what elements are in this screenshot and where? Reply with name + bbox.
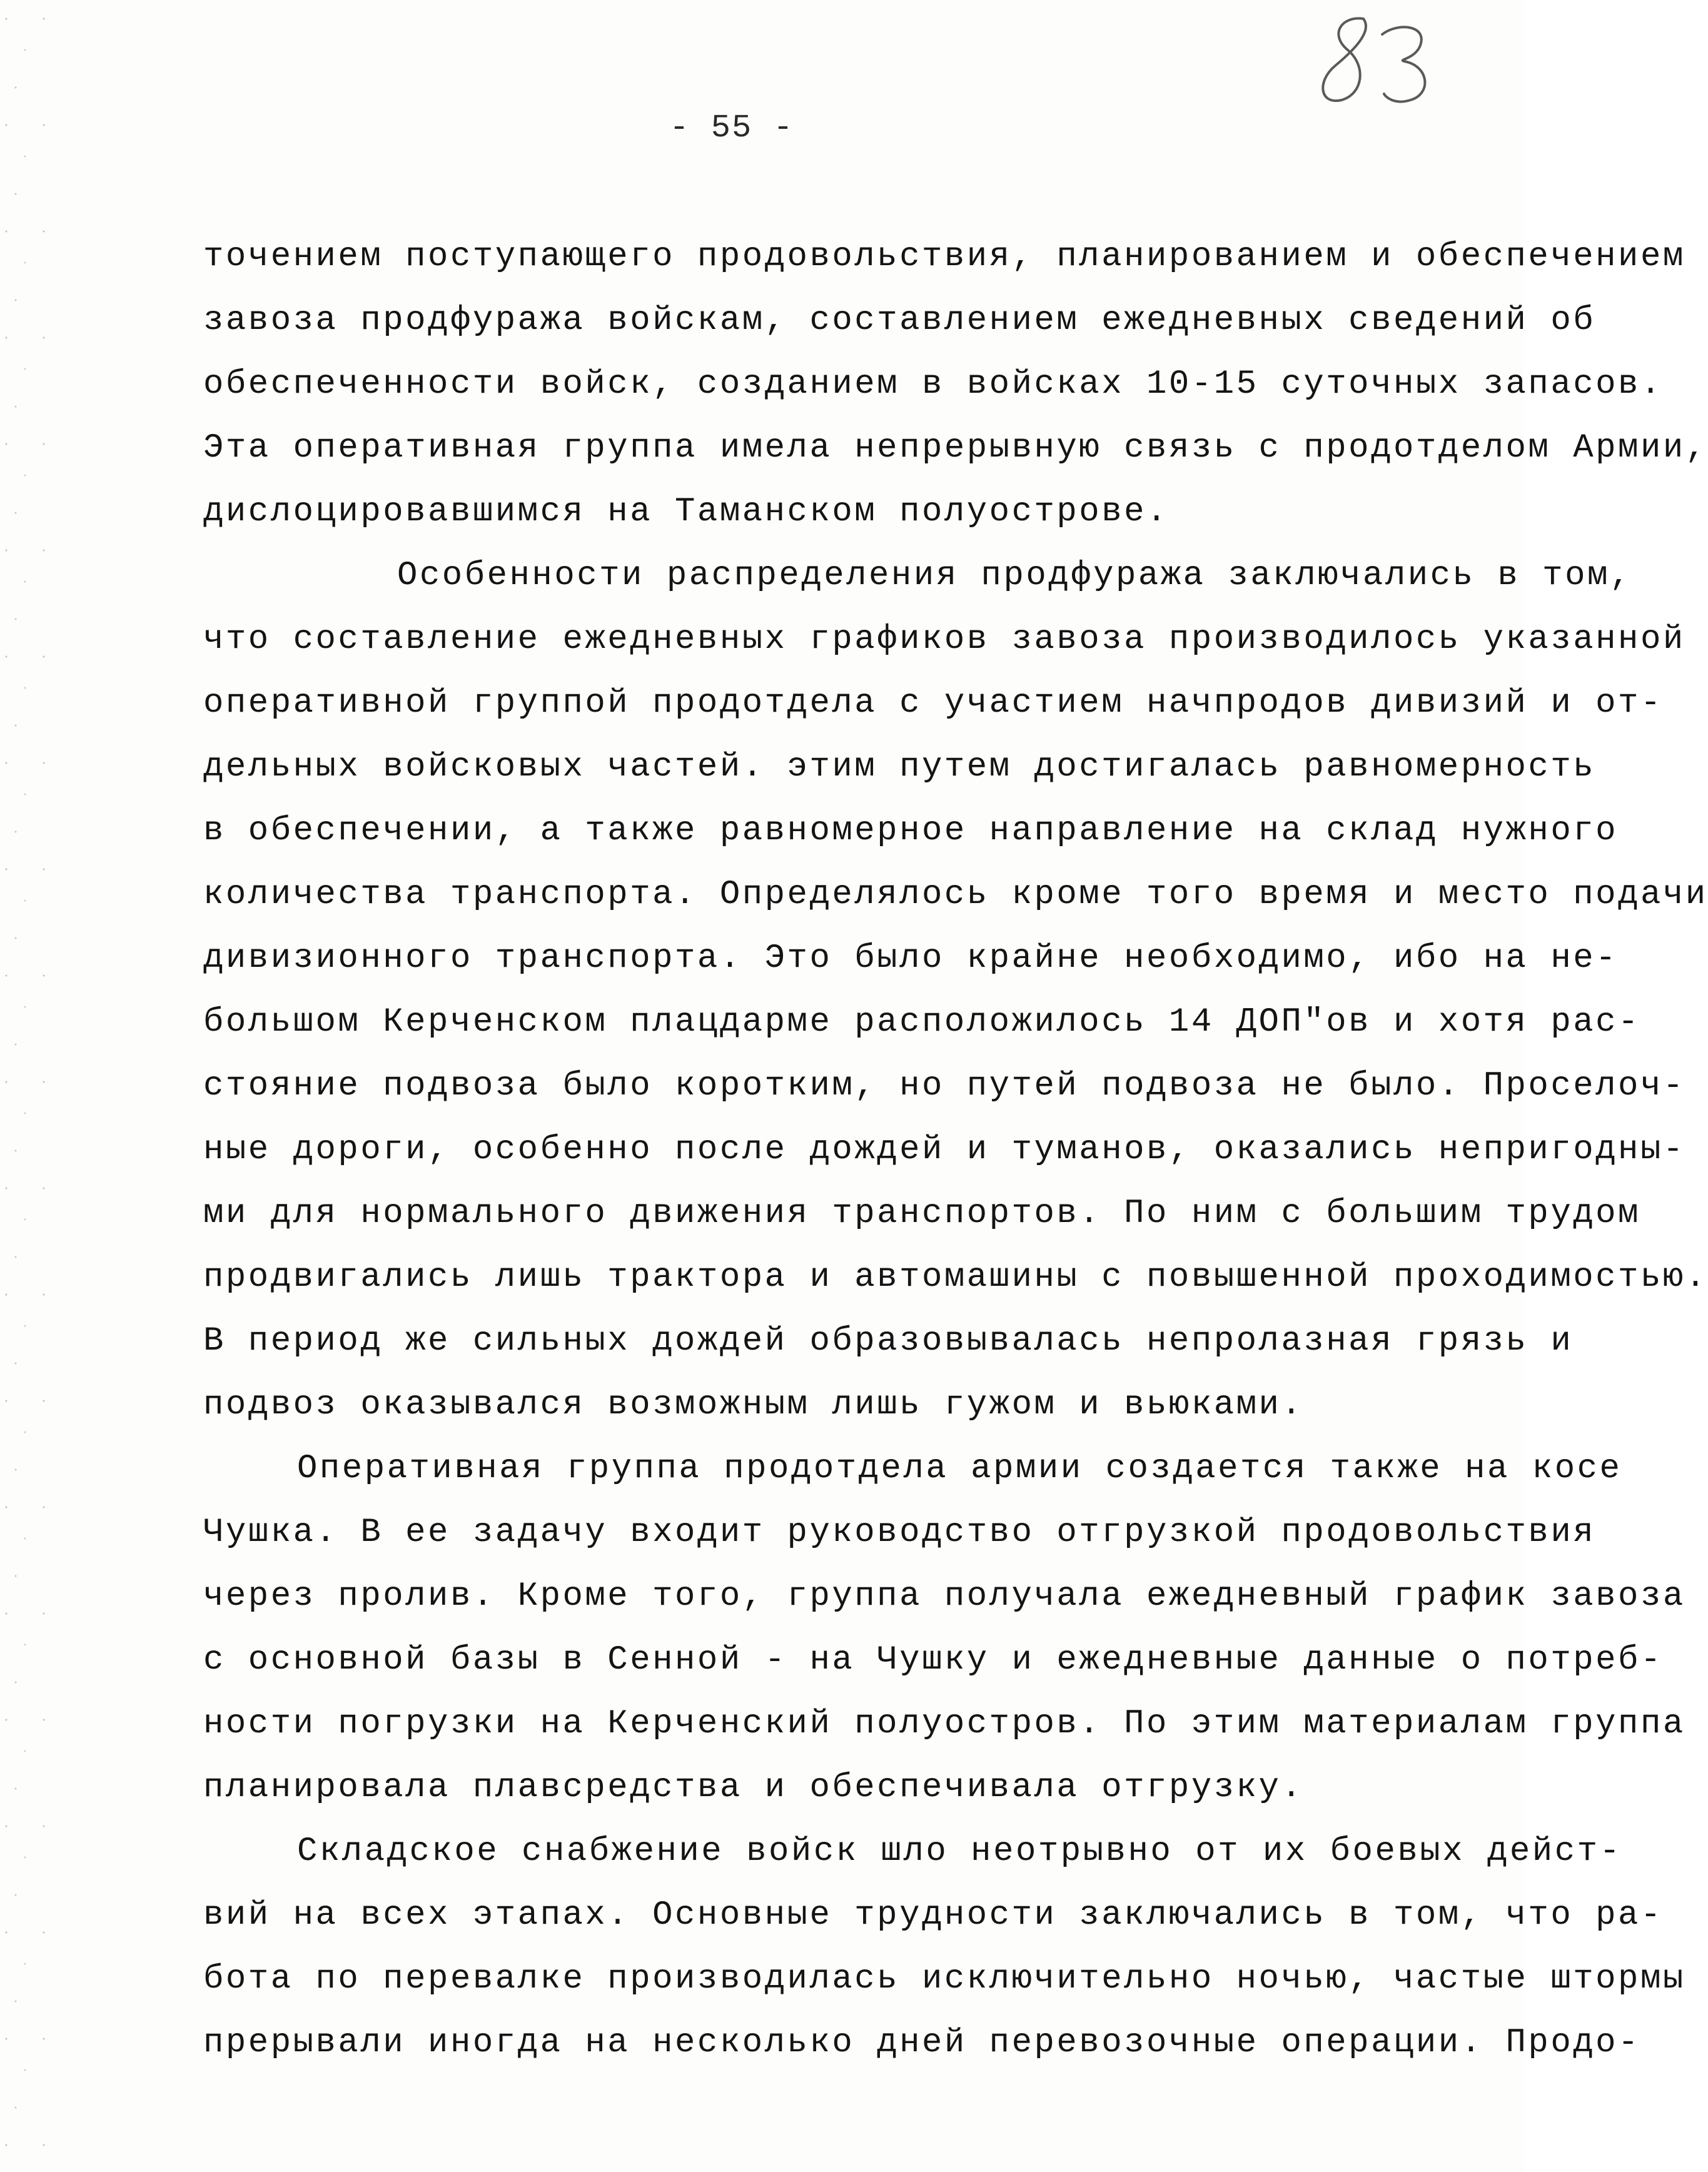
text-line: что составление ежедневных графиков завоза производилось указанной [203,620,1685,659]
text-line: вий на всех этапах. Основные трудности заключались в том, что ра- [203,1896,1663,1934]
text-line: в обеспечении, а также равномерное направление на склад нужного [203,812,1619,850]
text-line: Оперативная группа продотдела армии создается также на косе [297,1450,1622,1488]
text-line: завоза продфуража войскам, составлением ежедневных сведений об [203,301,1596,340]
text-line: ми для нормального движения транспортов. По ним с большим трудом [203,1195,1640,1233]
text-line: Чушка. В ее задачу входит руководство отгрузкой продовольствия [203,1513,1596,1552]
text-line: с основной базы в Сенной - на Чушку и ежедневные данные о потреб- [203,1641,1663,1679]
text-line: дельных войсковых частей. этим путем достигалась равномерность [203,748,1596,786]
text-line: Особенности распределения продфуража заключались в том, [397,557,1632,595]
text-line: через пролив. Кроме того, группа получала ежедневный график завоза [203,1577,1685,1615]
text-line: ности погрузки на Керченский полуостров. По этим материалам группа [203,1705,1685,1743]
text-line: оперативной группой продотдела с участием начпродов дивизий и от- [203,684,1663,722]
text-line: прерывали иногда на несколько дней перевозочные операции. Продо- [203,2024,1640,2062]
text-line: продвигались лишь трактора и автомашины с повышенной проходимостью. [203,1258,1708,1296]
text-line: ные дороги, особенно после дождей и туманов, оказались непригодны- [203,1131,1685,1169]
text-line: большом Керченском плацдарме расположилось 14 ДОП"ов и хотя рас- [203,1003,1640,1041]
text-line: дивизионного транспорта. Это было крайне необходимо, ибо на не- [203,939,1619,977]
text-line: стояние подвоза было коротким, но путей подвоза не было. Проселоч- [203,1067,1685,1105]
text-line: точением поступающего продовольствия, планированием и обеспечением [203,238,1685,276]
text-line: В период же сильных дождей образовывалась непролазная грязь и [203,1322,1574,1360]
text-line: Складское снабжение войск шло неотрывно от их боевых дейст- [297,1832,1622,1871]
body-text [203,225,1708,2075]
text-line: Эта оперативная группа имела непрерывную связь с продотделом Армии, [203,429,1708,467]
text-line: бота по перевалке производилась исключительно ночью, частые штормы [203,1960,1685,1998]
scan-noise [0,0,50,2172]
handwritten-folio-number [1304,6,1448,113]
page-number: - 55 - [669,109,794,146]
text-line: подвоз оказывался возможным лишь гужом и вьюками. [203,1386,1304,1424]
text-line: обеспеченности войск, созданием в войсках 10-15 суточных запасов. [203,365,1663,403]
text-line: дислоцировавшимся на Таманском полуострове. [203,493,1169,531]
text-line: количества транспорта. Определялось кроме того время и место подачи [203,876,1708,914]
text-line: планировала плавсредства и обеспечивала отгрузку. [203,1769,1304,1807]
